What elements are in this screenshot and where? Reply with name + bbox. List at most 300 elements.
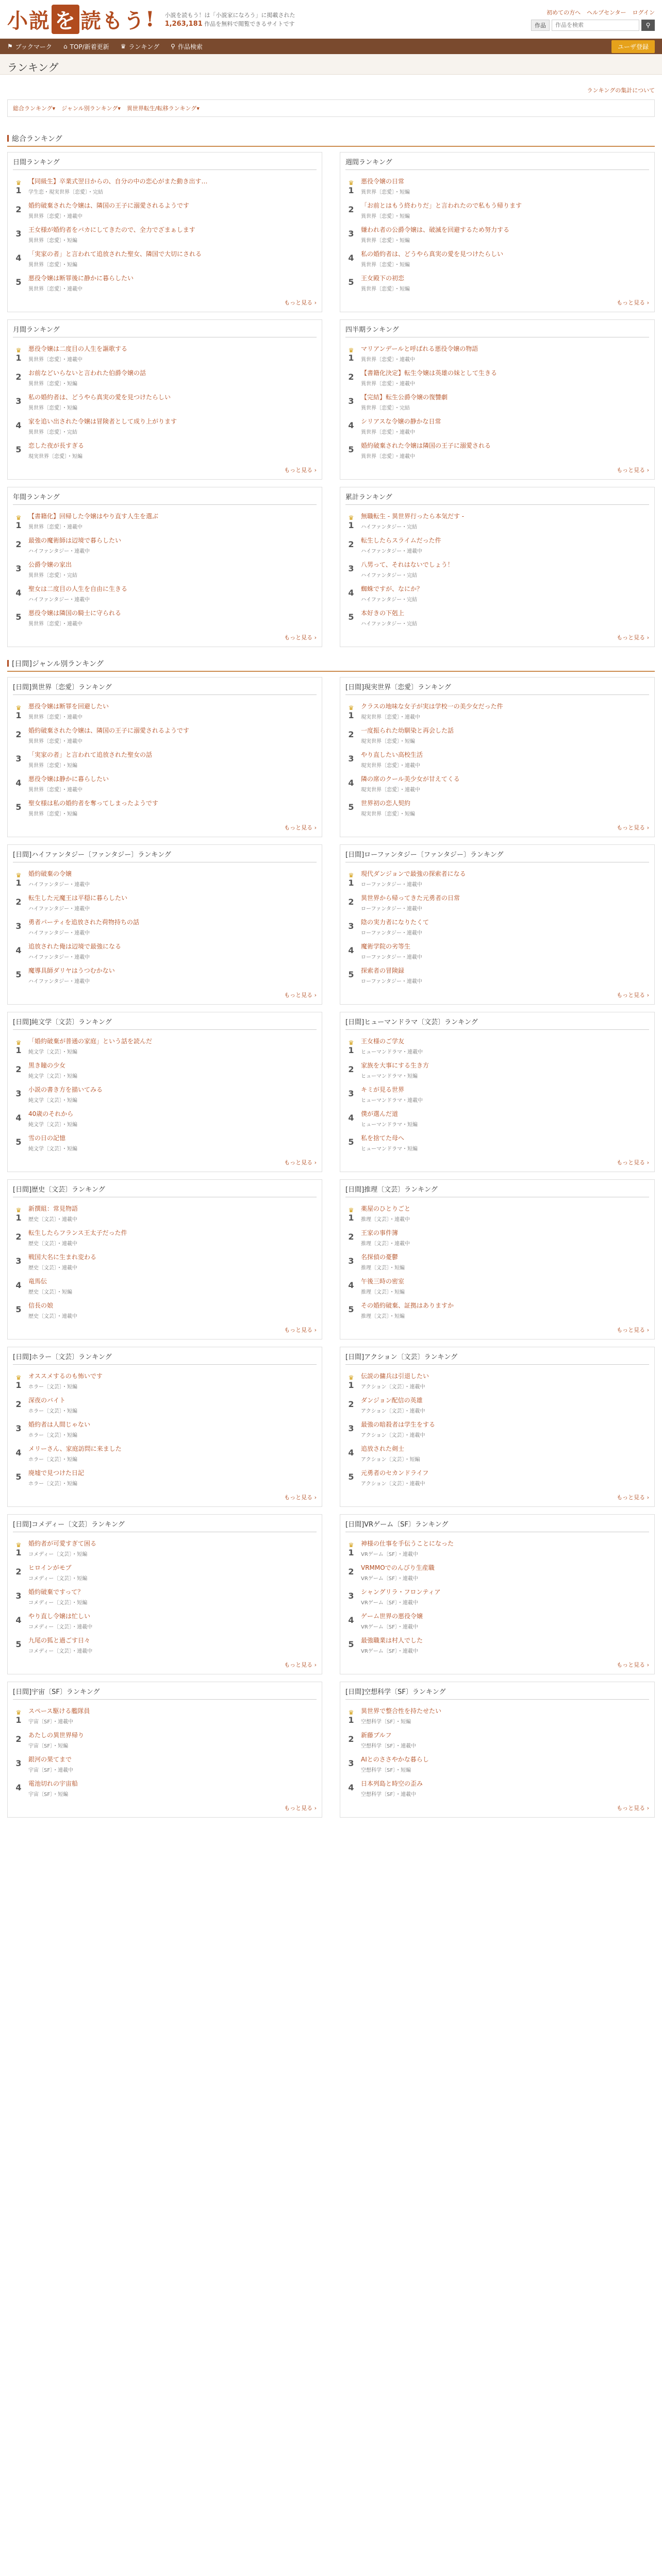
ranking-item-body xyxy=(361,201,649,219)
search-input[interactable] xyxy=(552,20,639,31)
work-title-link[interactable]: スペース駆ける艦隊員 xyxy=(28,1707,90,1715)
work-title-link[interactable]: 名探偵の憂鬱 xyxy=(361,1253,399,1261)
ranking-box-title: [日間]ホラー〔文芸〕ランキング xyxy=(13,1351,317,1365)
rank-number: 5 xyxy=(348,1304,354,1314)
work-meta: アクション〔文芸〕・連載中 xyxy=(361,1384,425,1390)
ranking-item[interactable] xyxy=(13,1704,317,1728)
work-meta: 現実世界〔恋愛〕・短編 xyxy=(361,739,415,744)
site-header xyxy=(0,0,662,39)
work-title-link[interactable]: 転生した元魔王は平穏に暮らしたい xyxy=(28,894,128,902)
work-title-link[interactable]: 八男って、それはないでしょう！ xyxy=(361,561,454,568)
ranking-item[interactable] xyxy=(345,271,649,295)
user-register-button[interactable]: ユーザ登録 xyxy=(611,40,655,53)
work-meta: 異世界〔恋愛〕・連載中 xyxy=(28,715,82,720)
ranking-item[interactable] xyxy=(13,1536,317,1561)
work-meta: 純文学〔文芸〕・短編 xyxy=(28,1074,77,1079)
more-link[interactable]: もっと見る › xyxy=(284,1662,317,1668)
work-title-link[interactable]: 「お前とはもう終わりだ」と言われたので私もう帰ります xyxy=(361,202,522,209)
work-title-link[interactable]: 悪役令嬢は二度目の人生を謳歌する xyxy=(28,345,128,352)
nav-top[interactable] xyxy=(63,42,109,51)
work-title-link[interactable]: シリアスな令嬢の静かな日常 xyxy=(361,418,441,425)
work-meta: 異世界〔恋愛〕・連載中 xyxy=(361,357,415,363)
work-title-link[interactable]: 悪役令嬢は断罪後に静かに暮らしたい xyxy=(28,275,134,282)
work-title-link[interactable]: 戦国大名に生まれ変わる xyxy=(28,1253,97,1261)
login-link[interactable]: ログイン xyxy=(632,9,655,16)
crown-icon: ♛ xyxy=(348,1541,354,1549)
rank-number: 5 xyxy=(15,802,22,812)
work-title-link[interactable]: 王家の事件簿 xyxy=(361,1229,399,1236)
work-title-link[interactable]: 婚約破棄の令嬢 xyxy=(28,870,72,877)
work-meta: 歴史〔文芸〕・連載中 xyxy=(28,1265,77,1271)
ranking-item-body xyxy=(361,345,649,363)
work-title-link[interactable]: 九尾の狐と過ごす日々 xyxy=(28,1637,91,1644)
ranking-item[interactable] xyxy=(13,772,317,796)
work-title-link[interactable]: 現代ダンジョンで最強の探索者になる xyxy=(361,870,466,877)
ranking-item-body xyxy=(361,870,649,888)
work-title-link[interactable]: メリーさん、家庭訪問に来ました xyxy=(28,1445,122,1452)
work-meta: コメディー〔文芸〕・連載中 xyxy=(28,1649,93,1654)
work-title-link[interactable]: 一度振られた幼馴染と再会した話 xyxy=(361,727,454,734)
ranking-item[interactable] xyxy=(345,1034,649,1058)
ranking-item[interactable] xyxy=(345,723,649,748)
ranking-item[interactable] xyxy=(345,390,649,414)
ranking-item[interactable] xyxy=(13,1226,317,1250)
work-title-link[interactable]: 私の婚約者は、どうやら真実の愛を見つけたらしい xyxy=(28,394,171,401)
work-title-link[interactable]: ゲーム世界の悪役令嬢 xyxy=(361,1613,423,1620)
work-title-link[interactable]: 悪役令嬢は静かに暮らしたい xyxy=(28,775,109,783)
work-title-link[interactable]: 最強職業は村人でした xyxy=(361,1637,423,1644)
ranking-item[interactable] xyxy=(345,247,649,271)
more-link[interactable]: もっと見る › xyxy=(617,1662,649,1668)
work-title-link[interactable]: シャングリラ・フロンティア xyxy=(361,1588,441,1596)
ranking-item-body xyxy=(361,1061,649,1079)
ranking-box-title: [日間]VRゲーム〔SF〕ランキング xyxy=(345,1519,649,1532)
rank-number: 2 xyxy=(348,1232,354,1242)
ranking-item[interactable] xyxy=(13,1274,317,1298)
ranking-item[interactable] xyxy=(345,1442,649,1466)
work-title-link[interactable]: 雪の日の記憶 xyxy=(28,1134,66,1142)
tab-label: 異世界転生/転移ランキング xyxy=(126,105,197,112)
ranking-item[interactable] xyxy=(345,582,649,606)
rank-number: 4 xyxy=(15,588,22,598)
work-meta: 推理〔文芸〕・短編 xyxy=(361,1265,405,1271)
more-link[interactable]: もっと見る › xyxy=(617,634,649,641)
work-title-link[interactable]: 王女殿下の初恋 xyxy=(361,275,405,282)
ranking-item-body xyxy=(361,1588,649,1606)
work-title-link[interactable]: 家族を大事にする生き方 xyxy=(361,1062,429,1069)
more-link[interactable]: もっと見る › xyxy=(617,1494,649,1501)
work-title-link[interactable]: 公爵令嬢の家出 xyxy=(28,561,72,568)
work-title-link[interactable]: 婚約者が可愛すぎて困る xyxy=(28,1540,97,1547)
more-link[interactable]: もっと見る › xyxy=(617,824,649,831)
ranking-item-body xyxy=(361,967,649,985)
work-title-link[interactable]: 婚約者は人間じゃない xyxy=(28,1421,91,1428)
more-link[interactable]: もっと見る › xyxy=(284,299,317,306)
ranking-item[interactable] xyxy=(13,606,317,630)
work-title-link[interactable]: 日本列島と時空の歪み xyxy=(361,1780,423,1787)
ranking-item[interactable] xyxy=(13,342,317,366)
ranking-item[interactable] xyxy=(13,915,317,939)
work-title-link[interactable]: 蜘蛛ですが、なにか？ xyxy=(361,585,423,592)
ranking-help-link[interactable]: ランキングの集計について xyxy=(587,87,655,94)
work-title-link[interactable]: 竜馬伝 xyxy=(28,1278,47,1285)
rank-number: ♛ 1 xyxy=(13,345,24,363)
more-link[interactable]: もっと見る › xyxy=(284,1327,317,1333)
more-link[interactable]: もっと見る › xyxy=(617,299,649,306)
more-link[interactable]: もっと見る › xyxy=(284,467,317,473)
ranking-item[interactable] xyxy=(345,915,649,939)
ranking-item[interactable] xyxy=(345,1704,649,1728)
ranking-item[interactable] xyxy=(13,509,317,533)
work-meta: 異世界〔恋愛〕・短編 xyxy=(361,238,410,244)
rank-number: 4 xyxy=(15,945,22,955)
work-title-link[interactable]: キミが見る世界 xyxy=(361,1086,405,1093)
ranking-item[interactable] xyxy=(13,1107,317,1131)
ranking-item[interactable] xyxy=(13,1034,317,1058)
work-title-link[interactable]: 家を追い出された令嬢は冒険者として成り上がります xyxy=(28,418,177,425)
ranking-item[interactable] xyxy=(345,1393,649,1417)
ranking-item[interactable] xyxy=(13,1201,317,1226)
ranking-item-body xyxy=(28,1396,317,1414)
ranking-item-body xyxy=(28,250,317,268)
ranking-item[interactable] xyxy=(345,1536,649,1561)
work-title-link[interactable]: 僕が選んだ道 xyxy=(361,1110,399,1117)
search-type-select[interactable]: 作品 xyxy=(531,20,550,31)
work-title-link[interactable]: VRMMOでのんびり生産職 xyxy=(361,1564,435,1571)
work-title-link[interactable]: 本好きの下剋上 xyxy=(361,609,405,617)
work-title-link[interactable]: ヒロインがモブ xyxy=(28,1564,72,1571)
rank-number: ♛ 1 xyxy=(345,870,357,888)
work-title-link[interactable]: 薬屋のひとりごと xyxy=(361,1205,411,1212)
work-title-link[interactable]: 婚約破棄ですって？ xyxy=(28,1588,84,1596)
work-meta: ハイファンタジー・連載中 xyxy=(28,979,90,985)
work-title-link[interactable]: 「実家の者」と言われて追放された聖女、隣国で大切にされる xyxy=(28,250,202,258)
work-title-link[interactable]: 婚約破棄された令嬢は、隣国の王子に溺愛されるようです xyxy=(28,727,190,734)
ranking-item[interactable] xyxy=(13,1561,317,1585)
rank-number: 3 xyxy=(348,754,354,764)
ranking-item[interactable] xyxy=(13,1058,317,1082)
ranking-item-body xyxy=(361,1445,649,1463)
more-link[interactable]: もっと見る › xyxy=(617,1327,649,1333)
rank-number: 2 xyxy=(15,897,22,907)
ranking-item[interactable] xyxy=(13,1131,317,1155)
more-link[interactable]: もっと見る › xyxy=(617,1805,649,1811)
tab-overall[interactable]: 総合ランキング ▾ xyxy=(13,105,56,112)
work-title-link[interactable]: 転生したらスライムだった件 xyxy=(361,537,441,544)
work-title-link[interactable]: 恋した夜が長すぎる xyxy=(28,442,85,449)
work-title-link[interactable]: 信長の娘 xyxy=(28,1302,54,1309)
ranking-item[interactable] xyxy=(345,342,649,366)
ranking-item[interactable] xyxy=(345,891,649,915)
tab-isekai[interactable]: 異世界転生/転移ランキング ▾ xyxy=(126,105,200,112)
work-title-link[interactable]: 婚約破棄された令嬢は隣国の王子に溺愛される xyxy=(361,442,491,449)
ranking-item-body xyxy=(361,442,649,460)
ranking-item[interactable] xyxy=(345,748,649,772)
ranking-item[interactable] xyxy=(345,1561,649,1585)
ranking-item[interactable] xyxy=(345,1752,649,1776)
work-meta: ローファンタジー・連載中 xyxy=(361,979,422,985)
ranking-item[interactable] xyxy=(345,414,649,438)
work-title-link[interactable]: その婚約破棄、証拠はありますか xyxy=(361,1302,454,1309)
ranking-item[interactable] xyxy=(13,582,317,606)
rank-number: 3 xyxy=(348,1423,354,1433)
ranking-item[interactable] xyxy=(13,390,317,414)
ranking-item-body xyxy=(28,442,317,460)
rank-number: 4 xyxy=(348,1113,354,1123)
work-title-link[interactable]: 異世界で整合性を持たせたい xyxy=(361,1707,442,1715)
ranking-item[interactable] xyxy=(345,557,649,582)
work-title-link[interactable]: 悪役令嬢の日常 xyxy=(361,178,405,185)
ranking-item[interactable] xyxy=(13,198,317,223)
ranking-item-body xyxy=(28,1636,317,1654)
ranking-item[interactable] xyxy=(13,867,317,891)
search-icon[interactable]: ⚲ xyxy=(641,20,655,31)
more-link[interactable]: もっと見る › xyxy=(617,467,649,473)
more-link[interactable]: もっと見る › xyxy=(284,634,317,641)
ranking-item[interactable] xyxy=(345,1107,649,1131)
work-title-link[interactable]: 探索者の冒険録 xyxy=(361,967,405,974)
ranking-item-body xyxy=(28,226,317,244)
more-link[interactable]: もっと見る › xyxy=(284,1159,317,1166)
ranking-item[interactable] xyxy=(13,1609,317,1633)
work-meta: ヒューマンドラマ・連載中 xyxy=(361,1049,423,1055)
ranking-item[interactable] xyxy=(13,271,317,295)
work-meta: 宇宙〔SF〕・連載中 xyxy=(28,1719,74,1725)
ranking-item[interactable] xyxy=(13,1417,317,1442)
more-link[interactable]: もっと見る › xyxy=(284,992,317,998)
ranking-item[interactable] xyxy=(345,438,649,463)
work-title-link[interactable]: 「婚約破棄が普通の家庭」という話を読んだ xyxy=(28,1038,153,1045)
tab-label: ジャンル別ランキング xyxy=(61,105,118,112)
more-link[interactable]: もっと見る › xyxy=(617,1159,649,1166)
ranking-item[interactable] xyxy=(345,1728,649,1752)
work-title-link[interactable]: 「実家の者」と言われて追放された聖女の話 xyxy=(28,751,153,758)
ranking-item[interactable] xyxy=(345,1466,649,1490)
work-title-link[interactable]: 電池切れの宇宙船 xyxy=(28,1780,78,1787)
ranking-item[interactable] xyxy=(345,1609,649,1633)
ranking-item[interactable] xyxy=(13,438,317,463)
home-icon: ⌂ xyxy=(63,43,68,50)
ranking-item[interactable] xyxy=(13,1442,317,1466)
work-title-link[interactable]: 元勇者のセカンドライフ xyxy=(361,1469,429,1477)
ranking-item[interactable] xyxy=(345,366,649,390)
work-meta: 異世界〔恋愛〕・短編 xyxy=(28,381,77,387)
ranking-item[interactable] xyxy=(13,963,317,988)
work-title-link[interactable]: 午後三時の密室 xyxy=(361,1278,405,1285)
ranking-item[interactable] xyxy=(13,939,317,963)
ranking-item[interactable] xyxy=(13,366,317,390)
work-title-link[interactable]: クラスの地味な女子が実は学校一の美少女だった件 xyxy=(361,703,503,710)
work-title-link[interactable]: 聖女様は私の婚約者を奪ってしまったようです xyxy=(28,800,159,807)
work-title-link[interactable]: あたしの異世界帰り xyxy=(28,1732,85,1739)
work-title-link[interactable]: 悪役令嬢は隣国の騎士に守られる xyxy=(28,609,122,617)
ranking-item[interactable] xyxy=(13,891,317,915)
ranking-item[interactable] xyxy=(13,557,317,582)
work-title-link[interactable]: 【書籍化決定】転生令嬢は英雄の妹として生きる xyxy=(361,369,498,377)
work-title-link[interactable]: 世界初の恋人契約 xyxy=(361,800,411,807)
work-title-link[interactable]: 婚約破棄された令嬢は、隣国の王子に溺愛されるようです xyxy=(28,202,190,209)
ranking-item[interactable] xyxy=(345,867,649,891)
ranking-item[interactable] xyxy=(345,1776,649,1801)
site-logo[interactable] xyxy=(7,5,156,34)
ranking-item[interactable] xyxy=(13,723,317,748)
ranking-item[interactable] xyxy=(13,1082,317,1107)
work-meta: 異世界〔恋愛〕・連載中 xyxy=(28,524,82,530)
ranking-item-body xyxy=(361,1205,649,1223)
work-title-link[interactable]: 隣の席のクール美少女が甘えてくる xyxy=(361,775,460,783)
ranking-item[interactable] xyxy=(13,1633,317,1657)
ranking-item[interactable] xyxy=(345,1250,649,1274)
work-title-link[interactable]: 【完結】転生公爵令嬢の復讐劇 xyxy=(361,394,448,401)
rank-number: ♛ 1 xyxy=(345,177,357,195)
work-title-link[interactable]: 新藤プルフ xyxy=(361,1732,392,1739)
logo-char: も xyxy=(102,9,124,33)
ranking-item[interactable] xyxy=(345,796,649,820)
ranking-item[interactable] xyxy=(345,1585,649,1609)
work-title-link[interactable]: 深夜のバイト xyxy=(28,1397,66,1404)
more-link[interactable]: もっと見る › xyxy=(284,824,317,831)
ranking-item[interactable] xyxy=(13,1298,317,1323)
ranking-box-title: [日間]ハイファンタジー〔ファンタジー〕ランキング xyxy=(13,849,317,862)
work-title-link[interactable]: 陰の実力者になりたくて xyxy=(361,919,429,926)
ranking-item[interactable] xyxy=(345,174,649,198)
ranking-item[interactable] xyxy=(13,1776,317,1801)
work-meta: 異世界〔恋愛〕・短編 xyxy=(28,763,77,769)
work-title-link[interactable]: 無職転生 - 異世界行ったら本気だす - xyxy=(361,513,465,520)
work-title-link[interactable]: 異世界から帰ってきた元勇者の日常 xyxy=(361,894,460,902)
ranking-item[interactable] xyxy=(345,1131,649,1155)
rank-number: 3 xyxy=(348,1591,354,1601)
work-meta: ハイファンタジー・連載中 xyxy=(28,930,90,936)
work-title-link[interactable]: やり直したい高校生活 xyxy=(361,751,423,758)
work-title-link[interactable]: 最強の暗殺者は学生をする xyxy=(361,1421,436,1428)
work-title-link[interactable]: 【書籍化】回帰した令嬢はやり直す人生を選ぶ xyxy=(28,513,159,520)
work-title-link[interactable]: 追放された剣士 xyxy=(361,1445,405,1452)
tab-genre[interactable]: ジャンル別ランキング ▾ xyxy=(61,105,121,112)
ranking-item[interactable] xyxy=(345,1201,649,1226)
ranking-item[interactable] xyxy=(13,533,317,557)
work-title-link[interactable]: 魔術学院の劣等生 xyxy=(361,943,411,950)
work-title-link[interactable]: 小説の書き方を描いてみる xyxy=(28,1086,103,1093)
ranking-box-title: 累計ランキング xyxy=(345,492,649,505)
ranking-box-title: [日間]異世界〔恋愛〕ランキング xyxy=(13,682,317,695)
ranking-item[interactable] xyxy=(345,1298,649,1323)
work-title-link[interactable]: マリアンデールと呼ばれる悪役令嬢の物語 xyxy=(361,345,478,352)
work-title-link[interactable]: 伝説の傭兵は引退したい xyxy=(361,1372,429,1380)
rank-number: 3 xyxy=(15,1256,22,1266)
ranking-box-title: [日間]現実世界〔恋愛〕ランキング xyxy=(345,682,649,695)
rank-number: ♛ 1 xyxy=(345,1539,357,1557)
work-title-link[interactable]: 黒き瞳の少女 xyxy=(28,1062,66,1069)
ranking-item-body xyxy=(361,1229,649,1247)
ranking-item[interactable] xyxy=(345,772,649,796)
ranking-item[interactable] xyxy=(345,1633,649,1657)
work-title-link[interactable]: AIとのささやかな暮らし xyxy=(361,1756,429,1763)
ranking-item[interactable] xyxy=(13,748,317,772)
work-meta: ハイファンタジー・完結 xyxy=(361,597,418,603)
ranking-item[interactable] xyxy=(345,1417,649,1442)
ranking-item[interactable] xyxy=(345,939,649,963)
work-title-link[interactable]: 悪役令嬢は断罪を回避したい xyxy=(28,703,109,710)
ranking-item-body xyxy=(361,177,649,195)
work-title-link[interactable]: やり直し令嬢は忙しい xyxy=(28,1613,91,1620)
ranking-item[interactable] xyxy=(13,247,317,271)
work-title-link[interactable]: お前などいらないと言われた伯爵令嬢の話 xyxy=(28,369,146,377)
ranking-item[interactable] xyxy=(345,1369,649,1393)
ranking-item[interactable] xyxy=(13,1585,317,1609)
work-title-link[interactable]: 銀河の果てまで xyxy=(28,1756,72,1763)
work-title-link[interactable]: 私を捨てた母へ xyxy=(361,1134,405,1142)
work-title-link[interactable]: 聖女は二度目の人生を自由に生きる xyxy=(28,585,128,592)
ranking-item[interactable] xyxy=(345,198,649,223)
work-title-link[interactable]: 私の婚約者は、どうやら真実の愛を見つけたらしい xyxy=(361,250,504,258)
ranking-item[interactable] xyxy=(13,414,317,438)
ranking-item[interactable] xyxy=(13,1466,317,1490)
work-title-link[interactable]: 嫌われ者の公爵令嬢は、破滅を回避するため努力する xyxy=(361,226,510,233)
ranking-item[interactable] xyxy=(13,699,317,723)
work-title-link[interactable]: 廃墟で見つけた日記 xyxy=(28,1469,85,1477)
ranking-item[interactable] xyxy=(13,223,317,247)
work-title-link[interactable]: 勇者パーティを追放された荷物持ちの話 xyxy=(28,919,140,926)
work-title-link[interactable]: 神様の仕事を手伝うことになった xyxy=(361,1540,454,1547)
ranking-item[interactable] xyxy=(345,699,649,723)
ranking-item[interactable] xyxy=(13,1752,317,1776)
rank-number: 2 xyxy=(348,205,354,214)
work-title-link[interactable]: 王女様が婚約者をバカにしてきたので、全力でざまぁします xyxy=(28,226,195,233)
ranking-item[interactable] xyxy=(13,796,317,820)
work-title-link[interactable]: 【同級生】卒業式翌日からの、自分の中の恋心がまた動き出す… xyxy=(28,178,208,185)
help-center-link[interactable]: ヘルプセンター xyxy=(587,9,626,16)
nav-ranking[interactable] xyxy=(121,42,159,51)
ranking-item[interactable] xyxy=(345,509,649,533)
ranking-item[interactable] xyxy=(345,963,649,988)
work-title-link[interactable]: ダンジョン配信の英雄 xyxy=(361,1397,423,1404)
work-meta: 純文学〔文芸〕・短編 xyxy=(28,1122,77,1128)
help-first-link[interactable]: 初めての方へ xyxy=(547,9,581,16)
rank-number: 4 xyxy=(15,1615,22,1625)
ranking-box xyxy=(340,319,655,480)
ranking-item[interactable] xyxy=(345,1058,649,1082)
ranking-item-body xyxy=(28,417,317,435)
work-title-link[interactable]: 転生したらフランス王太子だった件 xyxy=(28,1229,127,1236)
more-link[interactable]: もっと見る › xyxy=(284,1805,317,1811)
ranking-item[interactable] xyxy=(13,1250,317,1274)
ranking-item[interactable] xyxy=(13,1393,317,1417)
more-link[interactable]: もっと見る › xyxy=(617,992,649,998)
work-title-link[interactable]: 最強の魔術師は辺境で暮らしたい xyxy=(28,537,122,544)
ranking-item[interactable] xyxy=(13,1369,317,1393)
ranking-item[interactable] xyxy=(345,1274,649,1298)
nav-search[interactable] xyxy=(171,42,203,51)
ranking-item[interactable] xyxy=(13,1728,317,1752)
ranking-item[interactable] xyxy=(345,1226,649,1250)
ranking-item[interactable] xyxy=(13,174,317,198)
ranking-item[interactable] xyxy=(345,533,649,557)
nav-bookmark[interactable] xyxy=(7,42,52,51)
page-title: ランキング xyxy=(0,54,662,75)
ranking-item[interactable] xyxy=(345,1082,649,1107)
work-title-link[interactable]: オススメするのも怖いです xyxy=(28,1372,103,1380)
work-title-link[interactable]: 新撰組：常見物語 xyxy=(28,1205,78,1212)
more-link[interactable]: もっと見る › xyxy=(284,1494,317,1501)
work-title-link[interactable]: 魔導具師ダリヤはうつむかない xyxy=(28,967,115,974)
ranking-item[interactable] xyxy=(345,606,649,630)
work-title-link[interactable]: 追放された俺は辺境で最強になる xyxy=(28,943,122,950)
ranking-item[interactable] xyxy=(345,223,649,247)
rank-number: 5 xyxy=(15,612,22,622)
work-title-link[interactable]: 王女様のご学友 xyxy=(361,1038,405,1045)
work-title-link[interactable]: 40歳のそれから xyxy=(28,1110,74,1117)
